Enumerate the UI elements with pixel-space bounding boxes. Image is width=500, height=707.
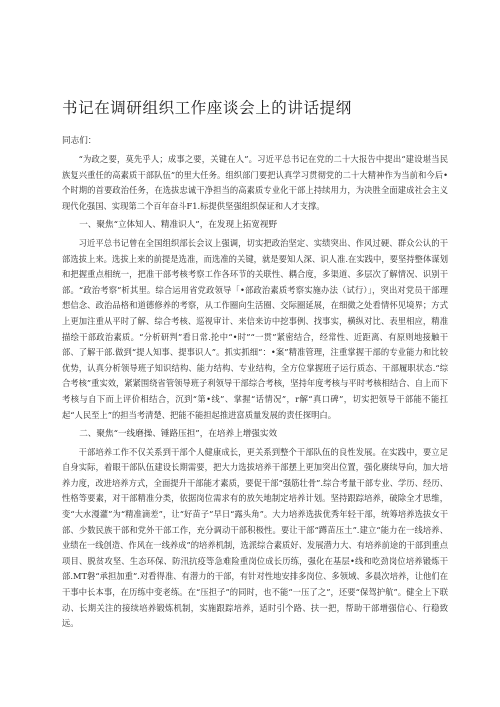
- section-2-paragraph: 干部培养工作不仅关系到干部个人健康成长，更关系到整个干部队伍的良性发展。在实践中，要立足自身实际，着眼干部队伍建设长期需要，把大力选拔培养干部摆上更加突出位置，强化赓续导向，加大培养力度，改进培养方式，全面提升干部能才素质，要促干部“强筋壮骨”.综合考量干部专业、学历、经历、性格等要素，对干部精准分类，依据岗位需求有的放矢地制定培养计划。坚持跟踪培养，破除全才思维，变“大水漫灌”为“精准滴差”，让“好苗子”早日“露头角”。大力培养选拔优秀年轻干部，统筹培养选拔女干部、少数民族干部和党外干部工作，充分调动干部积极性。要让干部“蹲苗压土”.建立“能力在一线培养、业绩在一线创造、作风在一线养成”的培养机制，选派综合素质好、发展潜力大、有培养前途的干部到重点项目、脱贫攻坚、生态环保、防汛抗疫等急难险重岗位成长历练，强化在基层•线和吃劲岗位培养锻炼干部.MT磐“承担加重”.对看得准、有潜力的干部，有针对性地安排多岗位、多领域、多晨次培养，让他们在干事中长本事，在历练中变老练。在“压担子”的同时，也不能“一压了之”，还要“保驾护航”。健全上下联动、长期关注的接续培养锻炼机制，实施跟踪培养，适时引个路、扶一把，帮助干部增强信心、行稳致远。: [62, 446, 448, 629]
- section-heading-1: 一、聚焦“立体知人、精准识人”，在发现上拓宽视野: [79, 220, 278, 231]
- section-1-paragraph: 习近平总书记曾在全国组织部长会议上强调，切实把政治坚定、实绩突出、作风过硬、群众公认的干部选拔上来。选拔上来的前提是选准，而选准的关键，就是要知人深、识人准.在实践中，要坚持整体谋划和把握重点相统一，把准干部考核考察工作各环节的关联性、耦合度，多渠道、多层次了解情况、识别干部。“政治考察”析其里。综合运用省党政领导「•部政治素质考察实施办法（试行）」，突出对党员干部理想信念、政治品格和道德修养的考察，从工作圈向生活圈、交际圈延展，在细微之处看情怀见境界；方式上更加注重从平时了解、综合考核、巡视审计、来信来访中挖事例、找事实，横纵对比、表里相应，精准描绘干部政治素质。“分析研判”看日常.抡中“•时”“一贯”紧密结合，经常性、近距离、有原则地接触干部、了解干部.做到“提人知事、提事识人”。抓实抓细“：•案”精准管理，注重掌握干部的专业能力和比较优势，认真分析领导班子知识结构、能力结构、专业结构，全方位掌握班子运行质态、干部履职状态.“综合考核”重实效，紧紧围绕省管领导班子利领导干部综合考核，坚持年度考核与平时考核相结合、自上而下考核与自下而上评价相结合，沉到“第•线”、掌握“话情况”，r解“真口碑”，切实把领导干部能不能扛起“人民至上”的担当考清楚、把能不能担起推进富质量发展的责任探明白。: [62, 237, 448, 420]
- section-heading-2: 二、聚焦“一线磨操、锤路压担”，在培养上增强实效: [79, 429, 278, 440]
- document-title: 书记在调研组织工作座谈会上的讲话提纲: [62, 99, 352, 117]
- salutation: 同志们：: [62, 136, 97, 146]
- intro-paragraph: “为政之要，莫先乎人；成事之要，关键在人”。习近平总书记在党的二十大报告中提出“建设堪当民族复兴重任的高素质干部队伍”的里大任务。组织部门要把认真学习贯彻党的二十大精神作为当前和今后•个时期的首要政治任务，在选拔忠诚干净担当的高素质专业化干部上持续用力，为决胜全面建成社会主义现代化强国、实现第二个百年奋斗F1.标提供坚强组织保证和人才支撑。: [62, 154, 448, 211]
